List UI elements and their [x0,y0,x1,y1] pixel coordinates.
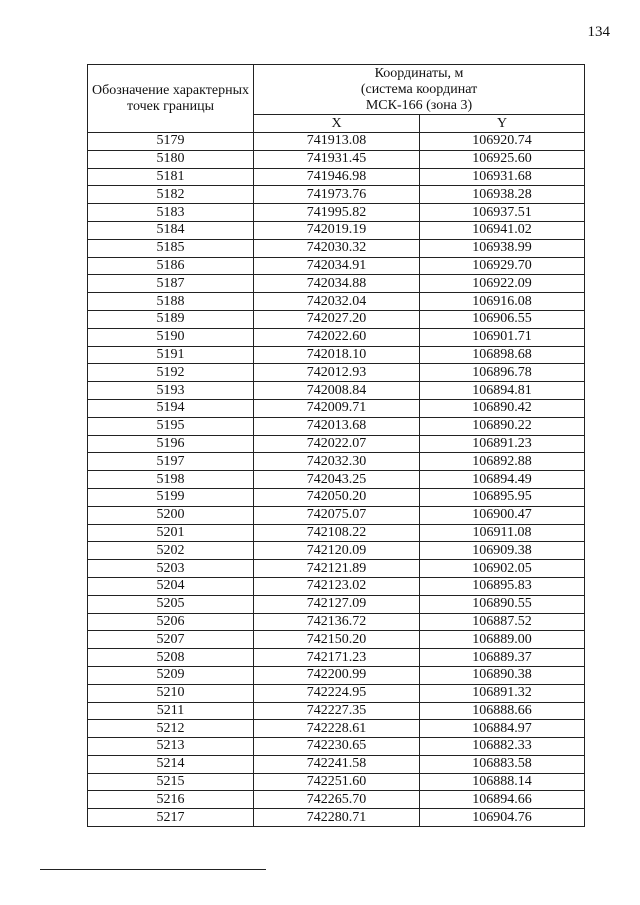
cell-point-id: 5180 [88,150,254,168]
header-y: Y [420,115,585,133]
cell-y: 106888.14 [420,773,585,791]
cell-x: 742136.72 [254,613,420,631]
cell-y: 106889.00 [420,631,585,649]
cell-x: 741973.76 [254,186,420,204]
cell-y: 106887.52 [420,613,585,631]
cell-point-id: 5217 [88,809,254,827]
cell-point-id: 5205 [88,595,254,613]
table-row [88,204,585,222]
cell-x: 742018.10 [254,346,420,364]
header-coordinates-line1: Координаты, м [374,65,464,81]
cell-x: 742034.91 [254,257,420,275]
cell-x: 741931.45 [254,150,420,168]
page-number: 134 [587,24,610,40]
cell-x: 742280.71 [254,809,420,827]
cell-x: 742032.04 [254,293,420,311]
header-point-designation: Обозначение характерных точек границы [88,65,254,133]
table-row [88,488,585,506]
cell-y: 106916.08 [420,293,585,311]
cell-x: 742120.09 [254,542,420,560]
cell-y: 106904.76 [420,809,585,827]
cell-point-id: 5210 [88,684,254,702]
cell-x: 742008.84 [254,382,420,400]
table-row [88,257,585,275]
cell-y: 106882.33 [420,738,585,756]
cell-point-id: 5186 [88,257,254,275]
cell-x: 742228.61 [254,720,420,738]
cell-point-id: 5184 [88,221,254,239]
cell-y: 106931.68 [420,168,585,186]
cell-point-id: 5209 [88,666,254,684]
cell-y: 106920.74 [420,133,585,151]
cell-x: 742009.71 [254,399,420,417]
cell-y: 106883.58 [420,755,585,773]
cell-y: 106900.47 [420,506,585,524]
cell-point-id: 5208 [88,649,254,667]
table-row [88,435,585,453]
cell-point-id: 5183 [88,204,254,222]
cell-x: 742019.19 [254,221,420,239]
table-row [88,755,585,773]
table-row [88,328,585,346]
header-x: X [254,115,420,133]
cell-point-id: 5216 [88,791,254,809]
table-row [88,577,585,595]
cell-point-id: 5196 [88,435,254,453]
cell-y: 106884.97 [420,720,585,738]
cell-x: 742121.89 [254,560,420,578]
table-row [88,649,585,667]
cell-y: 106894.81 [420,382,585,400]
cell-y: 106888.66 [420,702,585,720]
cell-y: 106911.08 [420,524,585,542]
cell-x: 742050.20 [254,488,420,506]
cell-y: 106895.95 [420,488,585,506]
table-row [88,364,585,382]
cell-point-id: 5213 [88,738,254,756]
table-row [88,524,585,542]
cell-point-id: 5207 [88,631,254,649]
table-row [88,773,585,791]
cell-x: 742034.88 [254,275,420,293]
cell-y: 106890.55 [420,595,585,613]
cell-y: 106941.02 [420,221,585,239]
table-row [88,293,585,311]
cell-point-id: 5189 [88,310,254,328]
cell-x: 742022.60 [254,328,420,346]
cell-x: 742227.35 [254,702,420,720]
cell-y: 106901.71 [420,328,585,346]
cell-x: 742171.23 [254,649,420,667]
cell-y: 106890.38 [420,666,585,684]
cell-point-id: 5204 [88,577,254,595]
cell-x: 742043.25 [254,471,420,489]
cell-y: 106892.88 [420,453,585,471]
cell-y: 106929.70 [420,257,585,275]
cell-x: 742022.07 [254,435,420,453]
cell-point-id: 5212 [88,720,254,738]
table-row [88,809,585,827]
cell-point-id: 5195 [88,417,254,435]
cell-x: 742123.02 [254,577,420,595]
cell-y: 106895.83 [420,577,585,595]
table-row [88,613,585,631]
cell-x: 742224.95 [254,684,420,702]
cell-x: 742127.09 [254,595,420,613]
cell-y: 106890.42 [420,399,585,417]
table-row [88,221,585,239]
cell-x: 742013.68 [254,417,420,435]
cell-y: 106891.32 [420,684,585,702]
cell-y: 106891.23 [420,435,585,453]
table-row [88,150,585,168]
cell-y: 106894.66 [420,791,585,809]
table-row [88,382,585,400]
cell-point-id: 5181 [88,168,254,186]
table-row [88,239,585,257]
table-row [88,275,585,293]
cell-y: 106938.99 [420,239,585,257]
cell-x: 742030.32 [254,239,420,257]
cell-x: 742200.99 [254,666,420,684]
cell-point-id: 5190 [88,328,254,346]
table-row [88,666,585,684]
table-row [88,560,585,578]
table-row [88,168,585,186]
table-header [88,65,585,133]
header-coordinates [254,65,585,115]
cell-point-id: 5206 [88,613,254,631]
cell-y: 106902.05 [420,560,585,578]
table-row [88,471,585,489]
cell-y: 106909.38 [420,542,585,560]
cell-x: 741946.98 [254,168,420,186]
cell-y: 106922.09 [420,275,585,293]
cell-x: 742108.22 [254,524,420,542]
cell-point-id: 5185 [88,239,254,257]
cell-point-id: 5200 [88,506,254,524]
table-row [88,506,585,524]
table-row [88,186,585,204]
cell-y: 106898.68 [420,346,585,364]
table-row [88,453,585,471]
cell-y: 106906.55 [420,310,585,328]
table-row [88,346,585,364]
cell-y: 106890.22 [420,417,585,435]
header-coordinates-line2: (система координат [360,81,478,97]
cell-x: 742027.20 [254,310,420,328]
cell-x: 742075.07 [254,506,420,524]
cell-point-id: 5202 [88,542,254,560]
cell-point-id: 5193 [88,382,254,400]
cell-point-id: 5214 [88,755,254,773]
cell-x: 742241.58 [254,755,420,773]
cell-point-id: 5191 [88,346,254,364]
cell-x: 742265.70 [254,791,420,809]
cell-point-id: 5197 [88,453,254,471]
table-row [88,702,585,720]
table-row [88,738,585,756]
cell-y: 106889.37 [420,649,585,667]
table-row [88,720,585,738]
cell-point-id: 5188 [88,293,254,311]
cell-x: 741913.08 [254,133,420,151]
table-body [88,133,585,827]
cell-y: 106937.51 [420,204,585,222]
cell-point-id: 5211 [88,702,254,720]
cell-x: 742032.30 [254,453,420,471]
table-row [88,791,585,809]
cell-point-id: 5182 [88,186,254,204]
cell-x: 742251.60 [254,773,420,791]
header-coordinates-line3: МСК-166 (зона 3) [365,97,473,113]
table-row [88,684,585,702]
cell-y: 106938.28 [420,186,585,204]
cell-point-id: 5192 [88,364,254,382]
cell-point-id: 5201 [88,524,254,542]
table-row [88,417,585,435]
table-row [88,399,585,417]
cell-y: 106894.49 [420,471,585,489]
coordinates-table [87,64,585,827]
cell-y: 106925.60 [420,150,585,168]
cell-point-id: 5203 [88,560,254,578]
cell-point-id: 5194 [88,399,254,417]
cell-x: 741995.82 [254,204,420,222]
cell-point-id: 5179 [88,133,254,151]
cell-point-id: 5215 [88,773,254,791]
table-row [88,631,585,649]
table-row [88,595,585,613]
cell-x: 742230.65 [254,738,420,756]
cell-x: 742012.93 [254,364,420,382]
table-row [88,542,585,560]
cell-x: 742150.20 [254,631,420,649]
footnote-divider [40,869,266,870]
table-row [88,133,585,151]
cell-point-id: 5198 [88,471,254,489]
cell-y: 106896.78 [420,364,585,382]
table-row [88,310,585,328]
cell-point-id: 5187 [88,275,254,293]
cell-point-id: 5199 [88,488,254,506]
